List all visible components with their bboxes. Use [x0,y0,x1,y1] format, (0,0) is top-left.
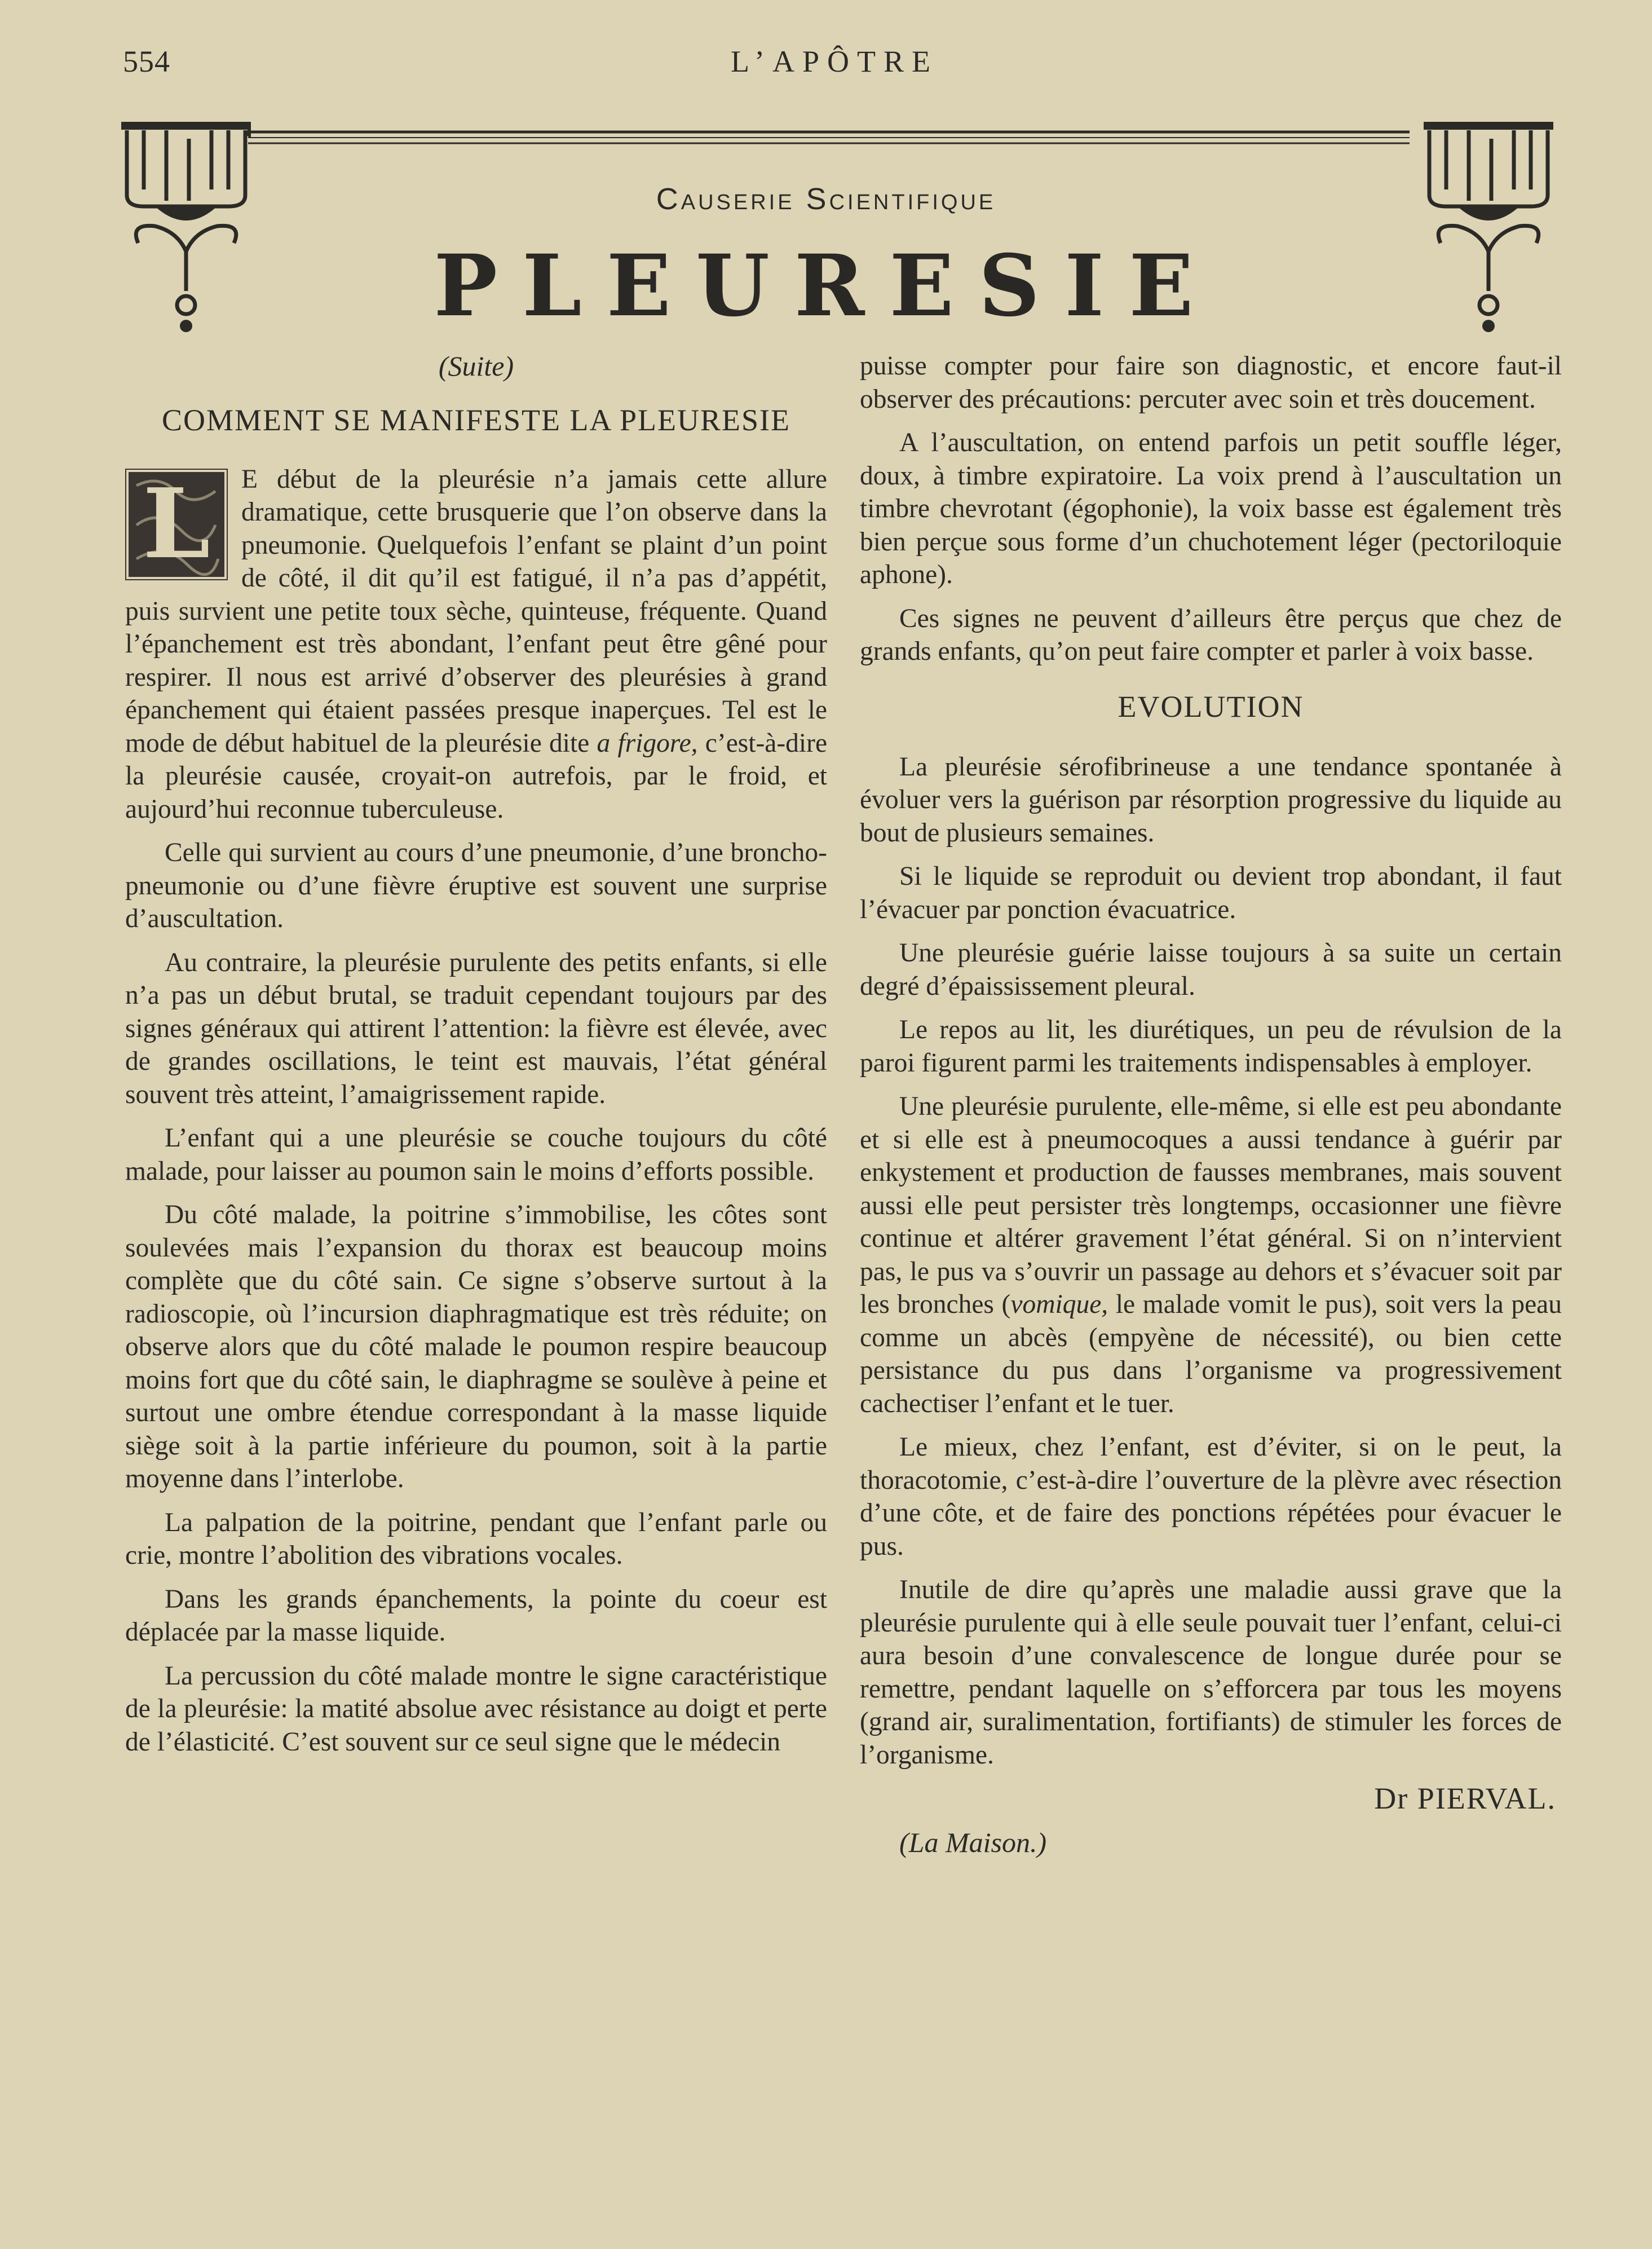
paragraph: Ces signes ne peuvent d’ailleurs être perçus que chez de grands enfants, qu’on peut faire compter et parler à voix basse. [860,603,1562,666]
paragraph-text: E début de la pleurésie n’a jamais cette allure dramatique, cette brusquerie que l’on observe dans la pneumonie. Quelquefois l’enfant se plaint d’un point de côté, il dit qu’il est fatigué, il n’a pas d’appétit, puis survient une petite toux sèche, quinteuse, fréquente. Quand l’épanchement est très abondant, l’enfant peut être gêné pour respirer. Il nous est arrivé d’observer des pleurésies à grand épanchement qui étaient passées presque inaperçues. Tel est le mode de début habituel de la pleurésie dite [125,464,827,758]
section-heading-manifest: COMMENT SE MANIFESTE LA PLEURESIE [161,403,791,437]
paragraph [860,1090,1562,1420]
paragraph-text: c’est-à-dire la pleurésie causée, croyait-on autrefois, par le froid, et aujourd’hui reconnue tuberculeuse. [125,728,828,824]
right-column [860,350,1562,1869]
suite-label: (Suite) [438,350,514,382]
right-corner-ornament [1424,122,1553,347]
paragraph: Au contraire, la pleurésie purulente des petits enfants, si elle n’a pas un début brutal, se traduit cependant toujours par des signes généraux qui attirent l’attention: la fièvre est élevée, avec de grandes oscillations, le teint est mauvais, l’état général souvent très atteint, l’amaigrissement rapide. [125,947,827,1109]
section-kicker: Causerie Scientifique [656,182,996,216]
paragraph: Le mieux, chez l’enfant, est d’éviter, si on le peut, la thoracotomie, c’est-à-dire l’ouverture de la plèvre avec résection d’une côte, et de faire des ponctions répétées pour évacuer le pus. [860,1432,1562,1561]
left-corner-ornament [121,122,251,347]
paragraph: Une pleurésie guérie laisse toujours à sa suite un certain degré d’épaississement pleural. [860,938,1562,1001]
paragraph-continued: puisse compter pour faire son diagnostic, et encore faut-il observer des précautions: percuter avec soin et très doucement. [860,351,1562,414]
paragraph: Dans les grands épanchements, la pointe du coeur est déplacée par la masse liquide. [125,1584,827,1647]
source-citation: (La Maison.) [899,1826,1047,1858]
paragraph: L’enfant qui a une pleurésie se couche toujours du côté malade, pour laisser au poumon sain le moins d’efforts possible. [125,1123,827,1186]
paragraph: Celle qui survient au cours d’une pneumonie, d’une broncho-pneumonie ou d’une fièvre éruptive est souvent une surprise d’auscultation. [125,838,827,933]
paragraph: La pleurésie sérofibrineuse a une tendance spontanée à évoluer vers la guérison par résorption progressive du liquide au bout de plusieurs semaines. [860,752,1562,848]
paragraph: Le repos au lit, les diurétiques, un peu de révulsion de la paroi figurent parmi les traitements indispensables à employer. [860,1015,1562,1078]
paragraph: La percussion du côté malade montre le signe caractéristique de la pleurésie: la matité absolue avec résistance au doigt et perte de l’élasticité. C’est souvent sur ce seul signe que le médecin [125,1661,827,1757]
article-title: PLEURESIE [434,236,1218,336]
paragraph: Inutile de dire qu’après une maladie aussi grave que la pleurésie purulente qui à elle seule pouvait tuer l’enfant, celui-ci aura besoin d’une convalescence de longue durée pour se remettre, pendant laquelle on s’efforcera par tous les moyens (grand air, suralimentation, fortifiants) de stimuler les forces de l’organisme. [860,1575,1562,1770]
paragraph-text: Une pleurésie purulente, elle-même, si elle est peu abondante et si elle est à pneumocoques a aussi tendance à guérir par enkystement et production de fausses membranes, mais souvent aussi elle peut persister très longtemps, occasionner une fièvre continue et altérer gravement l’état général. Si on n’intervient pas, le pus va s’ouvrir un passage au dehors et s’évacuer soit par les bronches ( [860,1092,1562,1319]
paragraph: La palpation de la poitrine, pendant que l’enfant parle ou crie, montre l’abolition des vibrations vocales. [125,1507,827,1570]
page-number: 554 [123,45,170,78]
top-rule-ornament [248,127,1410,150]
section-heading-evolution: EVOLUTION [1117,689,1304,724]
paragraph-emphasis: vomique, [1010,1290,1108,1319]
first-paragraph [125,463,827,826]
paragraph-emphasis: a frigore, [597,728,698,758]
left-column [125,350,827,1769]
paragraph: A l’auscultation, on entend parfois un petit souffle léger, doux, à timbre expiratoire. La voix prend à l’auscultation un timbre chevrotant (égophonie), la voix basse est également très bien perçue sous forme d’un chuchotement léger (pectoriloquie aphone). [860,428,1562,589]
paragraph: Du côté malade, la poitrine s’immobilise, les côtes sont soulevées mais l’expansion du thorax est beaucoup moins complète que du côté sain. Ce signe s’observe surtout à la radioscopie, où l’incursion diaphragmatique est très réduite; on observe alors que du côté malade le poumon respire beaucoup moins fort que du côté sain, le diaphragme se soulève à peine et surtout une ombre étendue correspondant à la masse liquide siège soit à la partie inférieure du poumon, soit à la partie moyenne dans l’interlobe. [125,1200,827,1493]
dropcap-ornament [125,469,228,580]
running-title: L’APÔTRE [730,45,939,78]
paragraph: Si le liquide se reproduit ou devient trop abondant, il faut l’évacuer par ponction évacuatrice. [860,862,1562,924]
paragraph-text: le malade vomit le pus), soit vers la peau comme un abcès (empyène de nécessité), ou bien cette persistance du pus dans l’organisme va progressivement cachectiser l’enfant et le tuer. [860,1290,1562,1418]
author-signature: Dr PIERVAL. [1374,1781,1556,1815]
dropcap-letter: L [143,467,210,580]
